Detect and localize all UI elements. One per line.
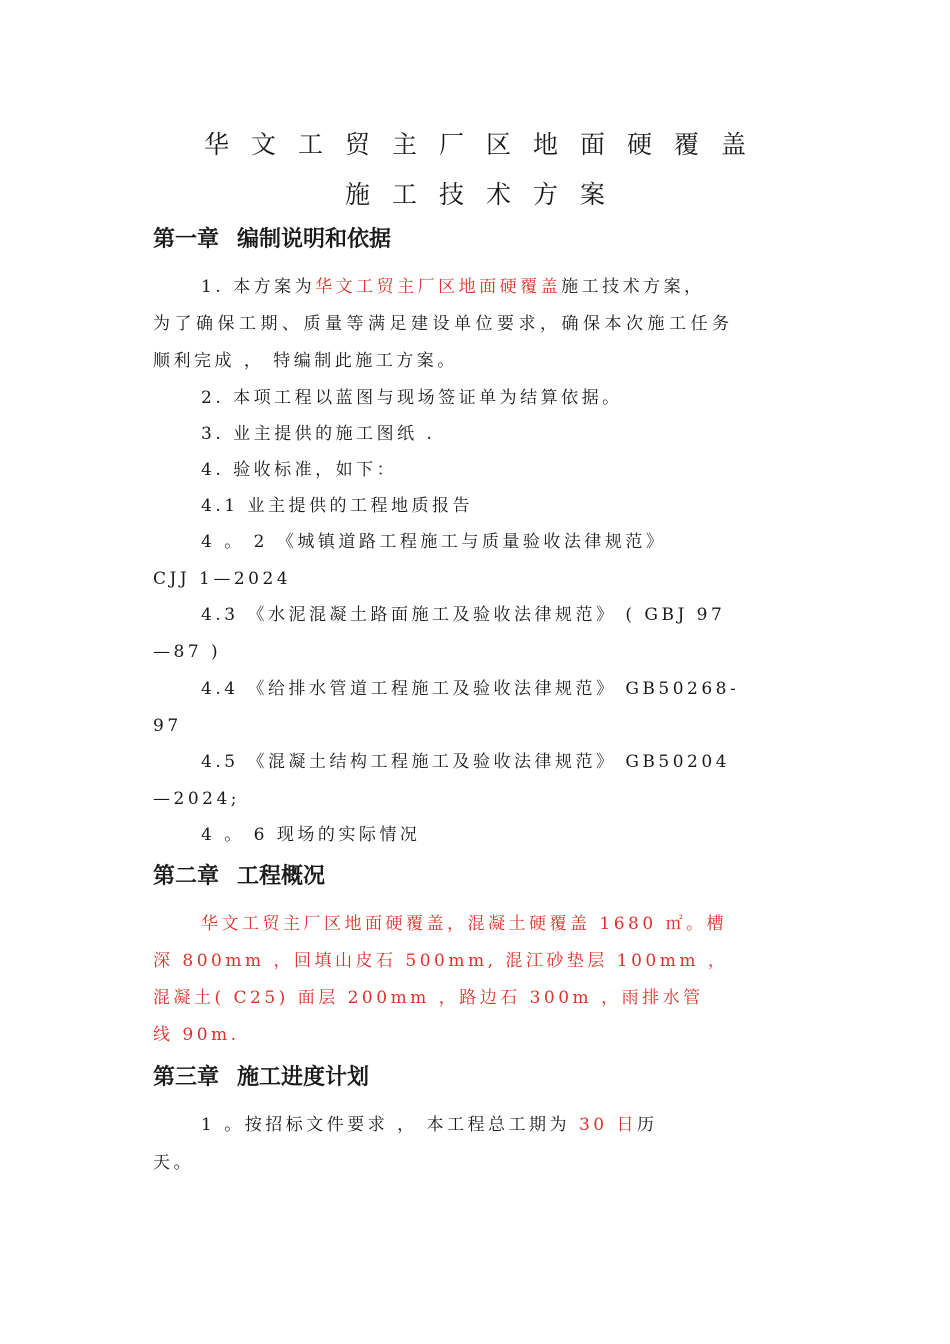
ch1-item-4-3-line1: 4.3 《水泥混凝土路面施工及验收法律规范》 ( GBJ 97 (201, 605, 726, 625)
ch3-line2: 天。 (153, 1153, 194, 1173)
chapter-2-heading (153, 862, 325, 892)
ch1-item-4-5-line1: 4.5 《混凝土结构工程施工及验收法律规范》 GB50204 (201, 752, 730, 772)
ch1-paragraph-3: 3. 业主提供的施工图纸 . (201, 424, 436, 444)
document-title-line2: 施工技术方案 (344, 180, 627, 209)
chapter-1-number: 第一章 (153, 227, 220, 252)
document-title-line1: 华文工贸主厂区地面硬覆盖 (203, 130, 768, 159)
ch3-duration: 30 日 (578, 1115, 637, 1135)
chapter-3-heading (153, 1063, 369, 1093)
ch2-line3: 混凝土( C25) 面层 200mm ，路边石 300m ，雨排水管 (153, 988, 704, 1008)
ch1-p1-suffix: 施工技术方案， (561, 277, 705, 297)
ch2-line2: 深 800mm ，回填山皮石 500mm, 混江砂垫层 100mm ， (153, 951, 729, 971)
ch1-paragraph-4: 4. 验收标准，如下： (201, 460, 398, 480)
ch1-p1-prefix: 1. 本方案为 (201, 277, 316, 297)
ch1-item-4-6: 4 。 6 现场的实际情况 (201, 825, 421, 845)
ch1-paragraph-2: 2. 本项工程以蓝图与现场签证单为结算依据。 (201, 388, 623, 408)
ch1-item-4-5-line2: —2024; (153, 789, 240, 809)
ch1-item-4-2-line2: CJJ 1—2024 (153, 569, 292, 589)
ch3-line1-suffix: 历 (636, 1115, 658, 1135)
chapter-1-heading (153, 225, 391, 255)
ch1-paragraph-1 (201, 275, 705, 299)
ch3-line1-prefix: 1 。按招标文件要求 ， 本工程总工期为 (201, 1115, 579, 1135)
ch1-p1-line2: 为了确保工期、质量等满足建设单位要求，确保本次施工任务 (153, 314, 734, 334)
ch1-item-4-1: 4.1 业主提供的工程地质报告 (201, 496, 473, 516)
ch1-item-4-3-line2: —87 ) (153, 642, 222, 662)
chapter-2-title: 工程概况 (237, 864, 326, 889)
ch3-line1 (201, 1113, 657, 1137)
ch1-p1-project-name: 华文工贸主厂区地面硬覆盖 (315, 277, 562, 297)
ch2-line1: 华文工贸主厂区地面硬覆盖，混凝土硬覆盖 1680 ㎡。槽 (201, 914, 728, 934)
ch1-item-4-2-line1: 4 。 2 《城镇道路工程施工与质量验收法律规范》 (201, 532, 667, 552)
ch1-item-4-4-line1: 4.4 《给排水管道工程施工及验收法律规范》 GB50268- (201, 679, 740, 699)
ch2-line4: 线 90m. (153, 1025, 240, 1045)
chapter-3-number: 第三章 (153, 1065, 220, 1090)
ch1-p1-line3: 顺利完成 ， 特编制此施工方案。 (153, 351, 458, 371)
chapter-1-title: 编制说明和依据 (237, 227, 392, 252)
chapter-3-title: 施工进度计划 (237, 1065, 370, 1090)
chapter-2-number: 第二章 (153, 864, 220, 889)
ch1-item-4-4-line2: 97 (153, 716, 182, 736)
